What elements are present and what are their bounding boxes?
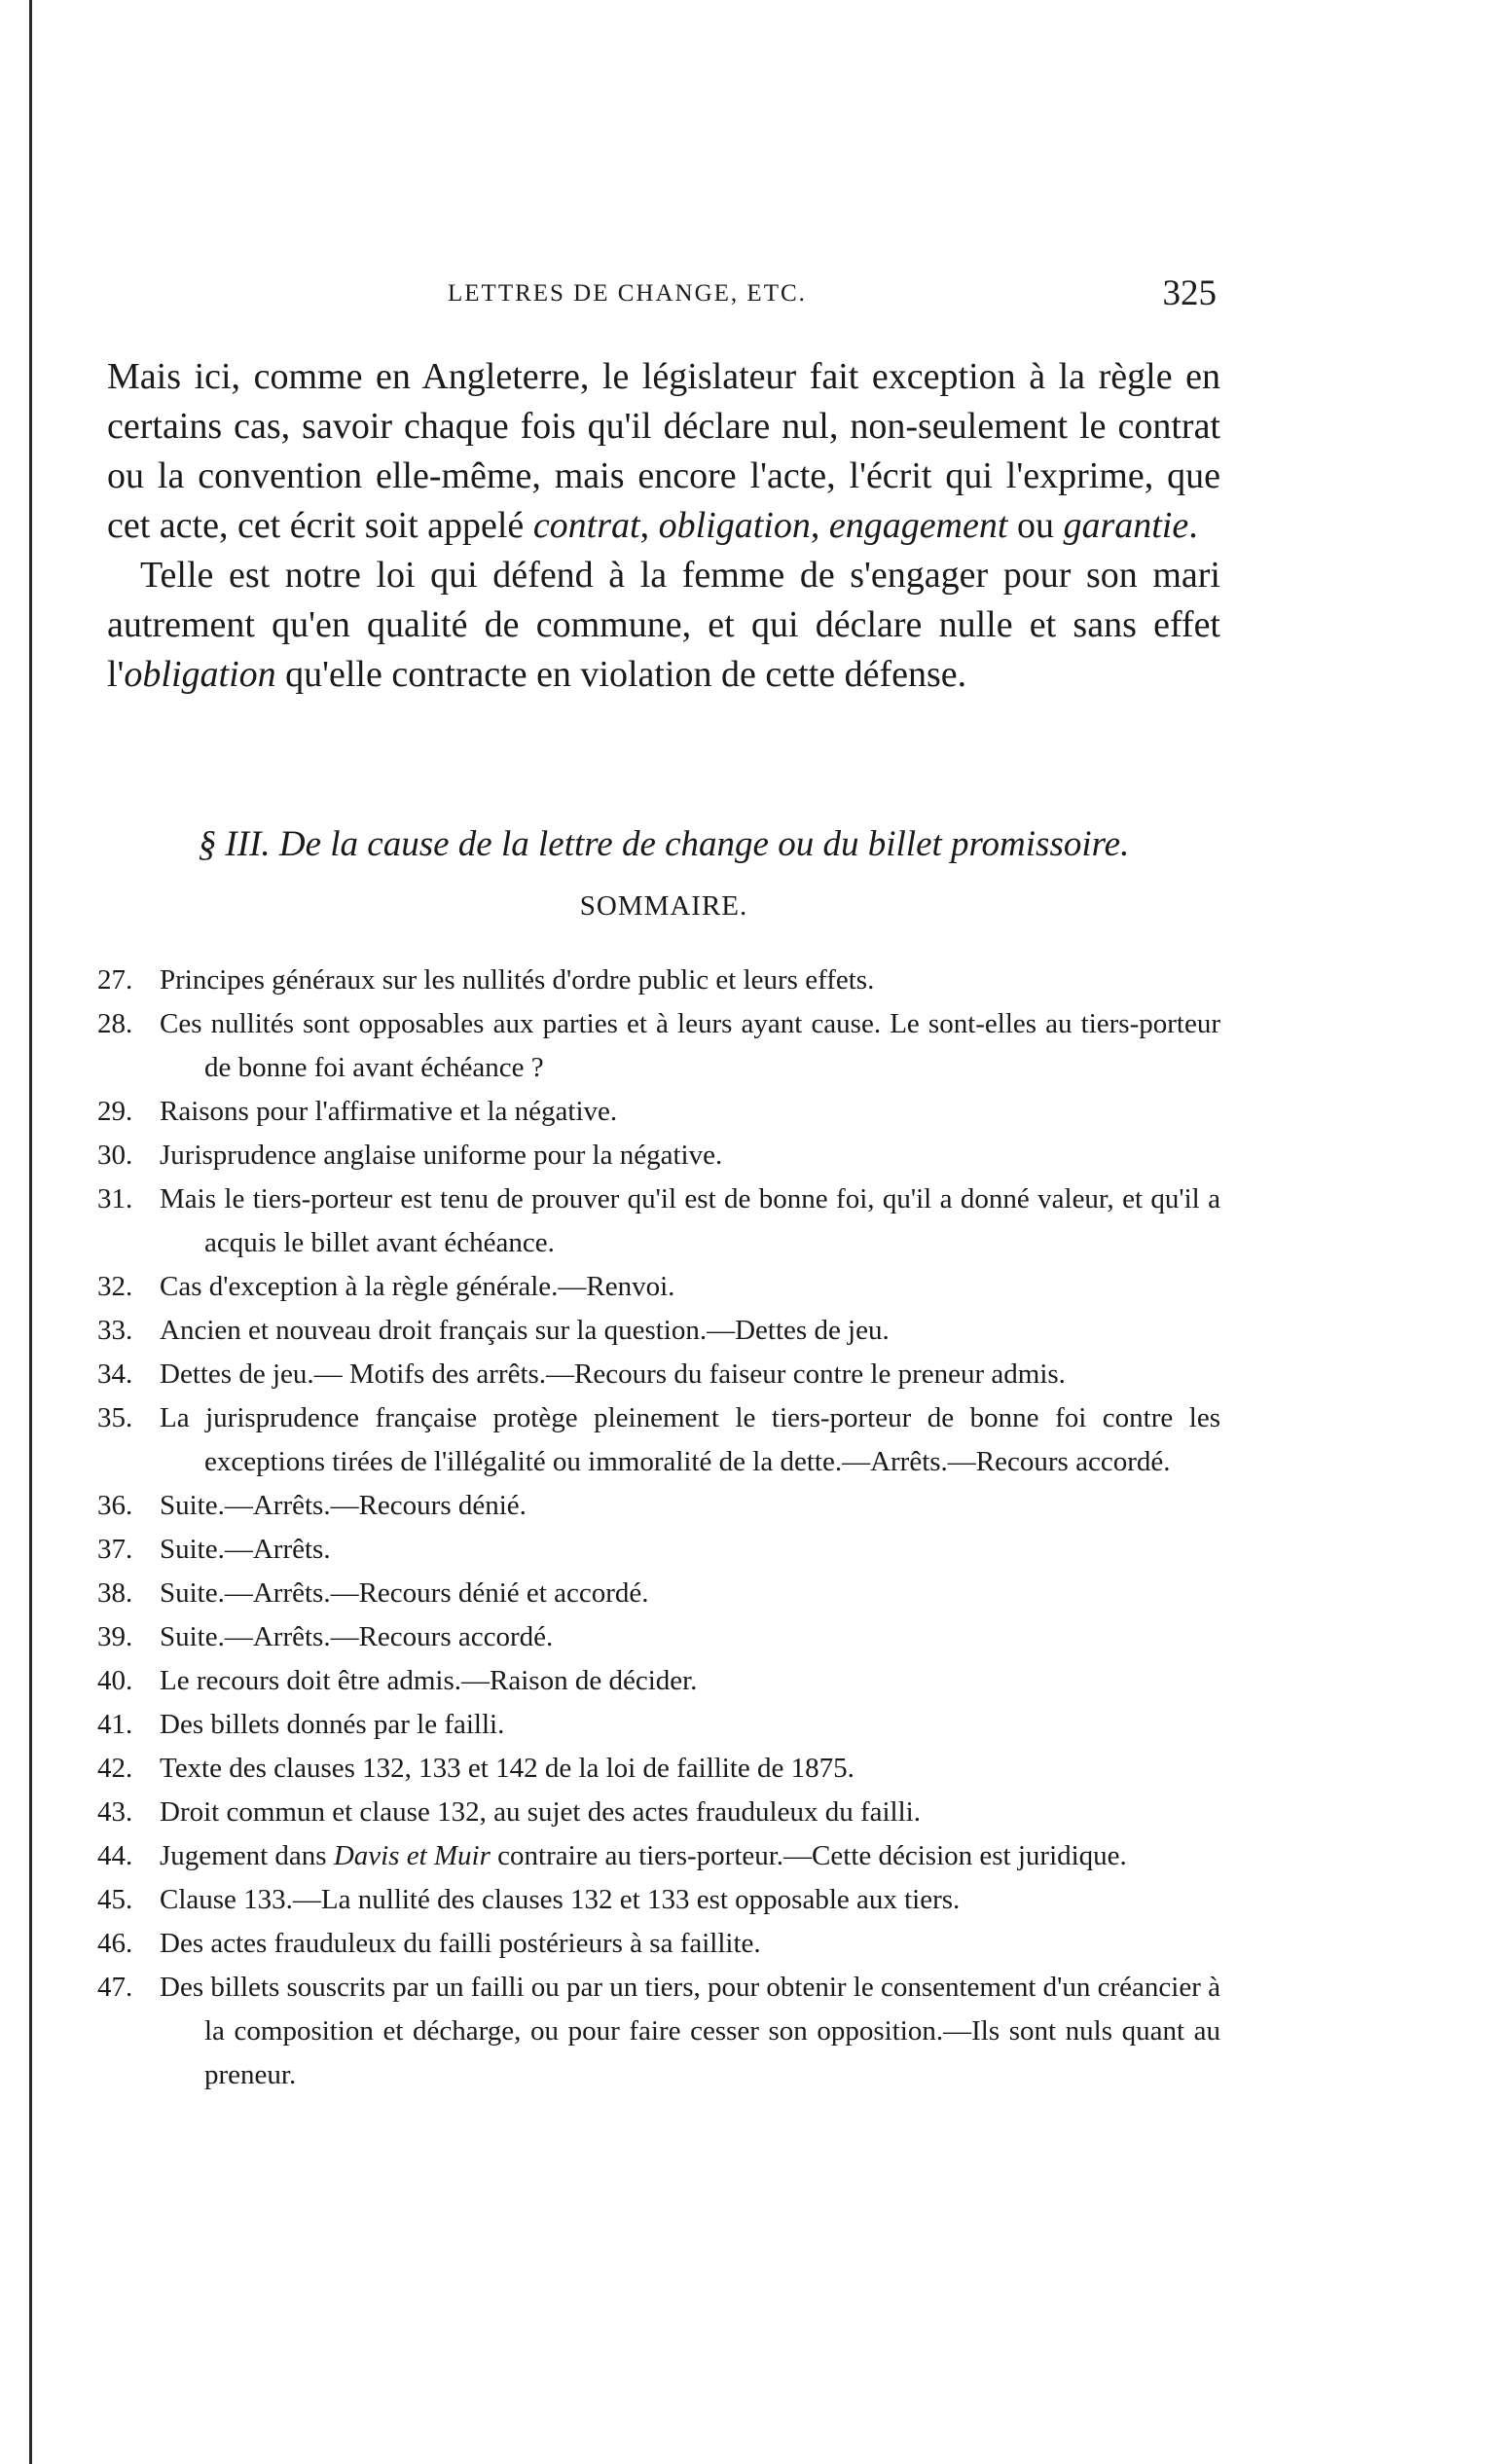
page-header	[448, 273, 1217, 319]
summary-item	[97, 1922, 1220, 1966]
summary-item	[97, 1966, 1220, 2097]
summary-item-number: 39.	[97, 1621, 133, 1652]
summary-item	[97, 1834, 1220, 1878]
text-segment: Cas d'exception à la règle générale.—Renvoi.	[160, 1271, 675, 1302]
body-paragraph	[107, 551, 1220, 700]
summary-item-number: 36.	[97, 1490, 133, 1521]
summary-item-number: 32.	[97, 1271, 133, 1302]
italic-text: obligation	[124, 654, 276, 695]
summary-item	[97, 959, 1220, 1002]
summary-item-text	[160, 1090, 1220, 1134]
summary-item-number: 45.	[97, 1884, 133, 1915]
page-margin-rule	[29, 0, 32, 2464]
text-segment: Dettes de jeu.— Motifs des arrêts.—Recours du faiseur contre le preneur admis.	[160, 1359, 1066, 1390]
running-title: LETTRES DE CHANGE, ETC.	[448, 280, 807, 307]
text-segment: Droit commun et clause 132, au sujet des actes frauduleux du failli.	[160, 1796, 921, 1828]
summary-item-number: 37.	[97, 1534, 133, 1565]
summary-item-text	[160, 1791, 1220, 1834]
text-segment: Suite.—Arrêts.	[160, 1534, 331, 1565]
summary-item	[97, 1178, 1220, 1265]
summary-item	[97, 1353, 1220, 1396]
summary-item-text	[160, 1922, 1220, 1966]
summary-list	[97, 959, 1220, 2097]
summary-item	[97, 1265, 1220, 1309]
text-segment: Jugement dans	[160, 1840, 334, 1871]
text-segment: Ces nullités sont opposables aux parties et à leurs ayant cause. Le sont-elles au tiers-porteur de bonne foi avant échéance ?	[160, 1008, 1220, 1083]
summary-item-number: 38.	[97, 1577, 133, 1609]
summary-item-text	[160, 1878, 1220, 1922]
section-title: § III. De la cause de la lettre de change ou du billet promissoire.	[198, 824, 1130, 864]
summary-item-text	[160, 1703, 1220, 1747]
summary-item-text	[160, 1528, 1220, 1572]
text-segment: Clause 133.—La nullité des clauses 132 et 133 est opposable aux tiers.	[160, 1884, 961, 1915]
text-segment: Des billets donnés par le failli.	[160, 1709, 505, 1740]
text-segment: Jurisprudence anglaise uniforme pour la négative.	[160, 1140, 723, 1171]
text-segment: Principes généraux sur les nullités d'ordre public et leurs effets.	[160, 964, 875, 996]
summary-item-number: 33.	[97, 1315, 133, 1346]
summary-item-text	[160, 1572, 1220, 1615]
summary-item	[97, 1396, 1220, 1484]
summary-item-number: 35.	[97, 1402, 133, 1433]
summary-item	[97, 1484, 1220, 1528]
summary-item	[97, 1002, 1220, 1090]
text-segment: .	[1188, 505, 1198, 546]
summary-item	[97, 1572, 1220, 1615]
text-segment: ou	[1007, 505, 1064, 546]
summary-item-number: 43.	[97, 1796, 133, 1828]
summary-item-number: 40.	[97, 1665, 133, 1696]
summary-item-number: 44.	[97, 1840, 133, 1871]
summary-item	[97, 1615, 1220, 1659]
italic-text: Davis et Muir	[333, 1840, 491, 1871]
summary-item	[97, 1528, 1220, 1572]
summary-item-text	[160, 1747, 1220, 1791]
text-segment: qu'elle contracte en violation de cette défense.	[275, 654, 967, 695]
summary-item	[97, 1134, 1220, 1178]
summary-item	[97, 1090, 1220, 1134]
summary-item-text	[160, 1002, 1220, 1090]
summary-item-text	[160, 1265, 1220, 1309]
summary-item-number: 42.	[97, 1753, 133, 1784]
body-paragraph	[107, 352, 1220, 551]
summary-item-text	[160, 959, 1220, 1002]
summary-item-number: 30.	[97, 1140, 133, 1171]
summary-item	[97, 1659, 1220, 1703]
summary-item-number: 47.	[97, 1972, 133, 2003]
summary-item-text	[160, 1966, 1220, 2097]
summary-item-number: 27.	[97, 964, 133, 996]
summary-item-text	[160, 1834, 1220, 1878]
text-segment: Telle est notre loi qui défend à la femme de s'engager pour son mari autrement qu'en qualité de commune, et qui déclare nulle et sans effet l'	[107, 555, 1220, 695]
summary-item	[97, 1878, 1220, 1922]
text-segment: Des billets souscrits par un failli ou par un tiers, pour obtenir le consentement d'un créancier à la composition et décharge, ou pour faire cesser son opposition.—Ils sont nuls quant au preneur.	[160, 1972, 1220, 2090]
text-segment: Suite.—Arrêts.—Recours dénié et accordé.	[160, 1577, 649, 1609]
italic-text: contrat	[532, 505, 640, 546]
sommaire-heading: SOMMAIRE.	[579, 890, 748, 922]
text-segment: Texte des clauses 132, 133 et 142 de la loi de faillite de 1875.	[160, 1753, 855, 1784]
italic-text: engagement	[828, 505, 1008, 546]
summary-item	[97, 1747, 1220, 1791]
summary-item-text	[160, 1178, 1220, 1265]
text-segment: La jurisprudence française protège pleinement le tiers-porteur de bonne foi contre les exceptions tirées de l'illégalité ou immoralité de la dette.—Arrêts.—Recours accordé.	[160, 1402, 1220, 1477]
text-segment: ,	[810, 505, 829, 546]
text-segment: Suite.—Arrêts.—Recours dénié.	[160, 1490, 527, 1521]
italic-text: obligation	[658, 505, 811, 546]
summary-item-text	[160, 1396, 1220, 1484]
summary-item-text	[160, 1309, 1220, 1353]
summary-item	[97, 1791, 1220, 1834]
summary-item-text	[160, 1615, 1220, 1659]
text-segment: Raisons pour l'affirmative et la négative.	[160, 1096, 618, 1127]
text-segment: Des actes frauduleux du failli postérieurs à sa faillite.	[160, 1928, 761, 1959]
summary-item	[97, 1703, 1220, 1747]
summary-item-number: 46.	[97, 1928, 133, 1959]
summary-item-text	[160, 1659, 1220, 1703]
summary-item-text	[160, 1353, 1220, 1396]
body-text	[107, 352, 1220, 700]
text-segment: Le recours doit être admis.—Raison de décider.	[160, 1665, 698, 1696]
text-segment: Suite.—Arrêts.—Recours accordé.	[160, 1621, 554, 1652]
text-segment: Mais le tiers-porteur est tenu de prouver qu'il est de bonne foi, qu'il a donné valeur, et qu'il a acquis le billet avant échéance.	[160, 1183, 1220, 1258]
summary-item	[97, 1309, 1220, 1353]
text-segment: contraire au tiers-porteur.—Cette décision est juridique.	[490, 1840, 1127, 1871]
text-segment: Ancien et nouveau droit français sur la question.—Dettes de jeu.	[160, 1315, 890, 1346]
summary-item-number: 41.	[97, 1709, 133, 1740]
summary-item-number: 31.	[97, 1183, 133, 1214]
summary-item-number: 34.	[97, 1359, 133, 1390]
summary-item-number: 28.	[97, 1008, 133, 1039]
italic-text: garantie	[1063, 505, 1189, 546]
summary-item-text	[160, 1484, 1220, 1528]
page-number: 325	[1162, 273, 1217, 313]
summary-item-number: 29.	[97, 1096, 133, 1127]
summary-item-text	[160, 1134, 1220, 1178]
text-segment: Mais ici, comme en Angleterre, le législateur fait exception à la règle en certains cas, savoir chaque fois qu'il déclare nul, non-seulement le contrat ou la convention elle-même, mais encore l'acte, l'écrit qui l'exprime, que cet acte, cet écrit soit appelé	[107, 356, 1220, 546]
text-segment: ,	[639, 505, 659, 546]
